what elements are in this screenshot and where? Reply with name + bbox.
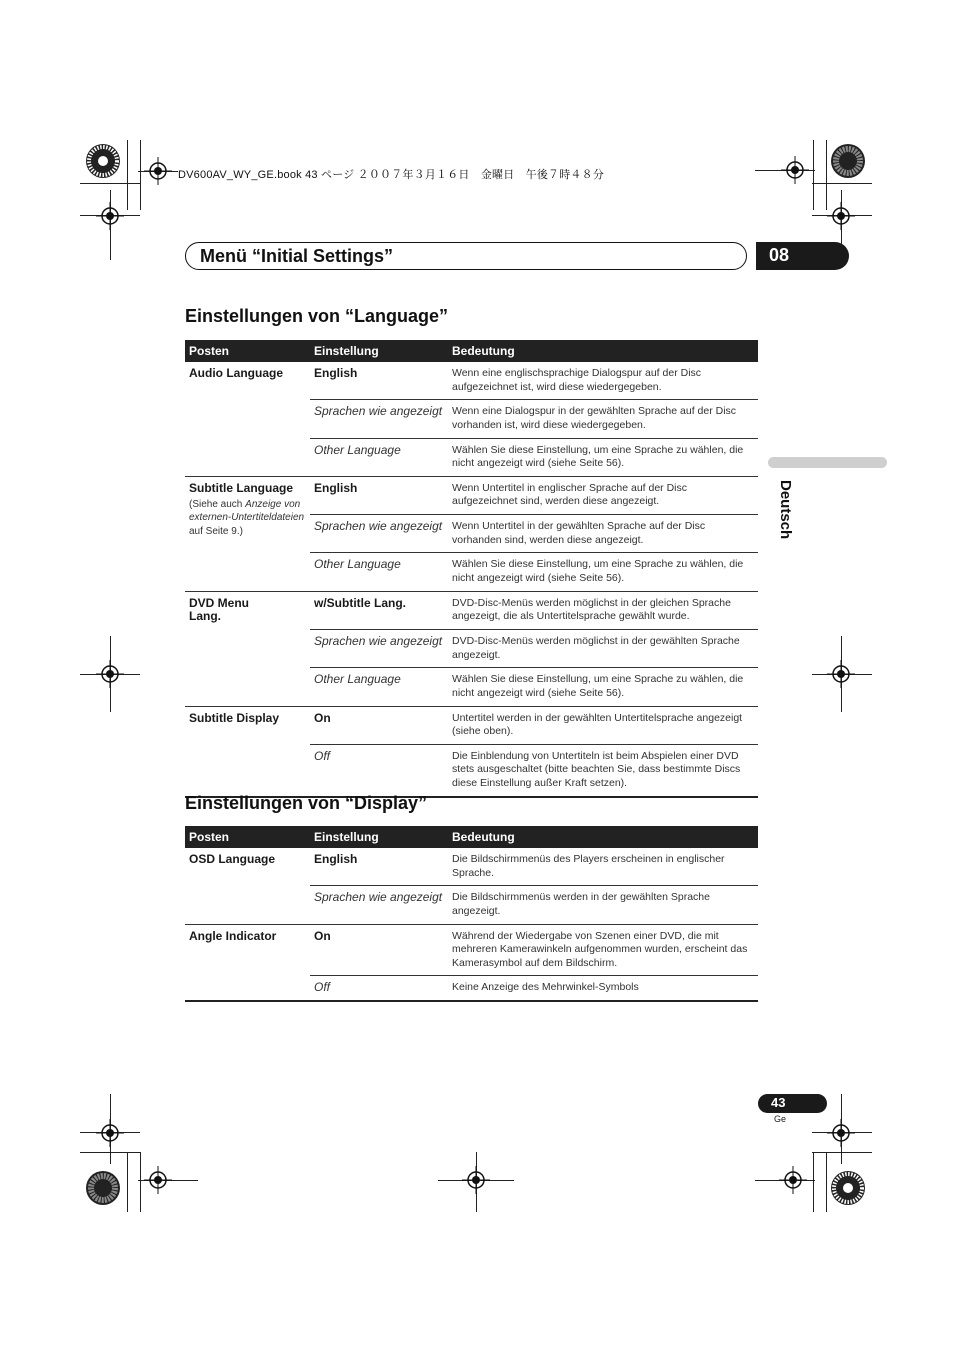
- color-wheel-icon: [85, 143, 121, 179]
- table-header-row: [185, 340, 758, 362]
- table-row: [185, 476, 758, 514]
- setting-meaning: DVD-Disc-Menüs werden möglichst in der gleichen Sprache angezeigt, die als Untertitelsprache gewählt wurde.: [448, 591, 758, 629]
- chapter-header: [185, 242, 747, 270]
- setting-meaning: Wenn Untertitel in der gewählten Sprache auf der Disc vorhanden sind, werden diese angezeigt.: [448, 515, 758, 553]
- setting-meaning: Die Bildschirmmenüs werden in der gewählten Sprache angezeigt.: [448, 886, 758, 924]
- table-row: [185, 591, 758, 629]
- setting-meaning: Wenn eine Dialogspur in der gewählten Sprache auf der Disc vorhanden ist, wird diese wiedergegeben.: [448, 400, 758, 438]
- header-posten: Posten: [185, 826, 310, 848]
- item-audio-language: Audio Language: [189, 366, 283, 380]
- registration-mark-icon: [96, 202, 124, 230]
- setting-meaning: Untertitel werden in der gewählten Untertitelsprache angezeigt (siehe oben).: [448, 706, 758, 744]
- setting-value: Other Language: [310, 668, 448, 706]
- registration-mark-icon: [827, 660, 855, 688]
- setting-value: Other Language: [310, 553, 448, 591]
- item-label: Lang.: [189, 609, 221, 624]
- header-bedeutung: Bedeutung: [448, 826, 758, 848]
- book-info: DV600AV_WY_GE.book 43 ページ ２００７年３月１６日 金曜日 午後７時４８分: [178, 169, 605, 181]
- setting-value: Sprachen wie angezeigt: [310, 400, 448, 438]
- table-row: [185, 706, 758, 744]
- setting-meaning: Wählen Sie diese Einstellung, um eine Sprache zu wählen, die nicht angezeigt wird (siehe Seite 56).: [448, 668, 758, 706]
- item-label: DVD Menu: [189, 595, 249, 610]
- chapter-number: 08: [769, 245, 790, 265]
- item-osd-language: OSD Language: [189, 852, 276, 866]
- item-label: Subtitle Language: [189, 480, 294, 495]
- language-tab-bar: [768, 457, 887, 468]
- display-settings-table: [185, 826, 758, 1002]
- color-wheel-icon: [830, 1170, 866, 1206]
- registration-mark-icon: [779, 1166, 807, 1194]
- setting-value: Sprachen wie angezeigt: [310, 515, 448, 553]
- header-einstellung: Einstellung: [310, 340, 448, 362]
- note-text: auf Seite 9.): [189, 525, 243, 537]
- setting-meaning: Keine Anzeige des Mehrwinkel-Symbols: [448, 976, 758, 1001]
- setting-meaning: Wenn eine englischsprachige Dialogspur auf der Disc aufgezeichnet ist, wird diese wiedergegeben.: [452, 367, 702, 393]
- setting-value: Sprachen wie angezeigt: [310, 886, 448, 924]
- setting-value: Off: [310, 976, 448, 1001]
- section-title-language: Einstellungen von “Language”: [185, 306, 449, 326]
- registration-mark-icon: [462, 1166, 490, 1194]
- setting-value: English: [314, 366, 358, 380]
- note-text: (Siehe auch: [189, 498, 246, 510]
- registration-mark-icon: [781, 156, 809, 184]
- setting-value: Sprachen wie angezeigt: [310, 629, 448, 667]
- registration-mark-icon: [144, 157, 172, 185]
- setting-value: Off: [310, 744, 448, 796]
- setting-meaning: Wenn Untertitel in englischer Sprache auf der Disc aufgezeichnet sind, werden diese angezeigt.: [448, 476, 758, 514]
- table-row: [185, 362, 758, 400]
- item-dvd-menu-lang: [185, 591, 310, 706]
- setting-value: w/Subtitle Lang.: [310, 591, 448, 629]
- registration-mark-icon: [96, 660, 124, 688]
- setting-value: On: [310, 706, 448, 744]
- header-posten: Posten: [185, 340, 310, 362]
- language-settings-table: [185, 340, 758, 798]
- setting-value: English: [314, 852, 358, 866]
- item-subtitle-language: [185, 476, 310, 591]
- registration-mark-icon: [144, 1166, 172, 1194]
- setting-meaning: Die Einblendung von Untertiteln ist beim Abspielen einer DVD stets ausgeschaltet (bitte beachten Sie, dass bestimmte Discs diese Einstellung außer Kraft setzen).: [448, 744, 758, 796]
- page-number-badge: [758, 1094, 827, 1113]
- page-language-code: Ge: [774, 1114, 787, 1124]
- color-wheel-icon: [830, 143, 866, 179]
- setting-value: On: [310, 924, 448, 976]
- item-subtitle-display: Subtitle Display: [185, 706, 310, 797]
- registration-mark-icon: [827, 202, 855, 230]
- color-wheel-icon: [85, 1170, 121, 1206]
- setting-meaning: Wählen Sie diese Einstellung, um eine Sprache zu wählen, die nicht angezeigt wird (siehe Seite 56).: [448, 553, 758, 591]
- setting-value: English: [310, 476, 448, 514]
- chapter-title: Menü “Initial Settings”: [200, 246, 394, 266]
- table-row: [185, 848, 758, 886]
- language-tab-label: Deutsch: [777, 480, 794, 540]
- header-bedeutung: Bedeutung: [448, 340, 758, 362]
- item-note: [189, 498, 306, 539]
- chapter-number-badge: [756, 242, 849, 270]
- setting-meaning: DVD-Disc-Menüs werden möglichst in der gewählten Sprache angezeigt.: [448, 629, 758, 667]
- table-row: [185, 924, 758, 976]
- table-header-row: [185, 826, 758, 848]
- setting-meaning: Während der Wiedergabe von Szenen einer DVD, die mit mehreren Kamerawinkeln aufgenommen wurden, erscheint das Kamerasymbol auf dem Bildschirm.: [448, 924, 758, 976]
- setting-meaning: Die Bildschirmmenüs des Players erscheinen in englischer Sprache.: [452, 853, 725, 879]
- setting-meaning: Wählen Sie diese Einstellung, um eine Sprache zu wählen, die nicht angezeigt wird (siehe Seite 56).: [448, 438, 758, 476]
- registration-mark-icon: [827, 1119, 855, 1147]
- note-reference: Anzeige von externen-Untertiteldateien: [189, 498, 305, 524]
- header-einstellung: Einstellung: [310, 826, 448, 848]
- page-number: 43: [771, 1095, 786, 1110]
- setting-value: Other Language: [310, 438, 448, 476]
- section-title-display: Einstellungen von “Display”: [185, 793, 428, 813]
- item-angle-indicator: Angle Indicator: [185, 924, 310, 1001]
- registration-mark-icon: [96, 1119, 124, 1147]
